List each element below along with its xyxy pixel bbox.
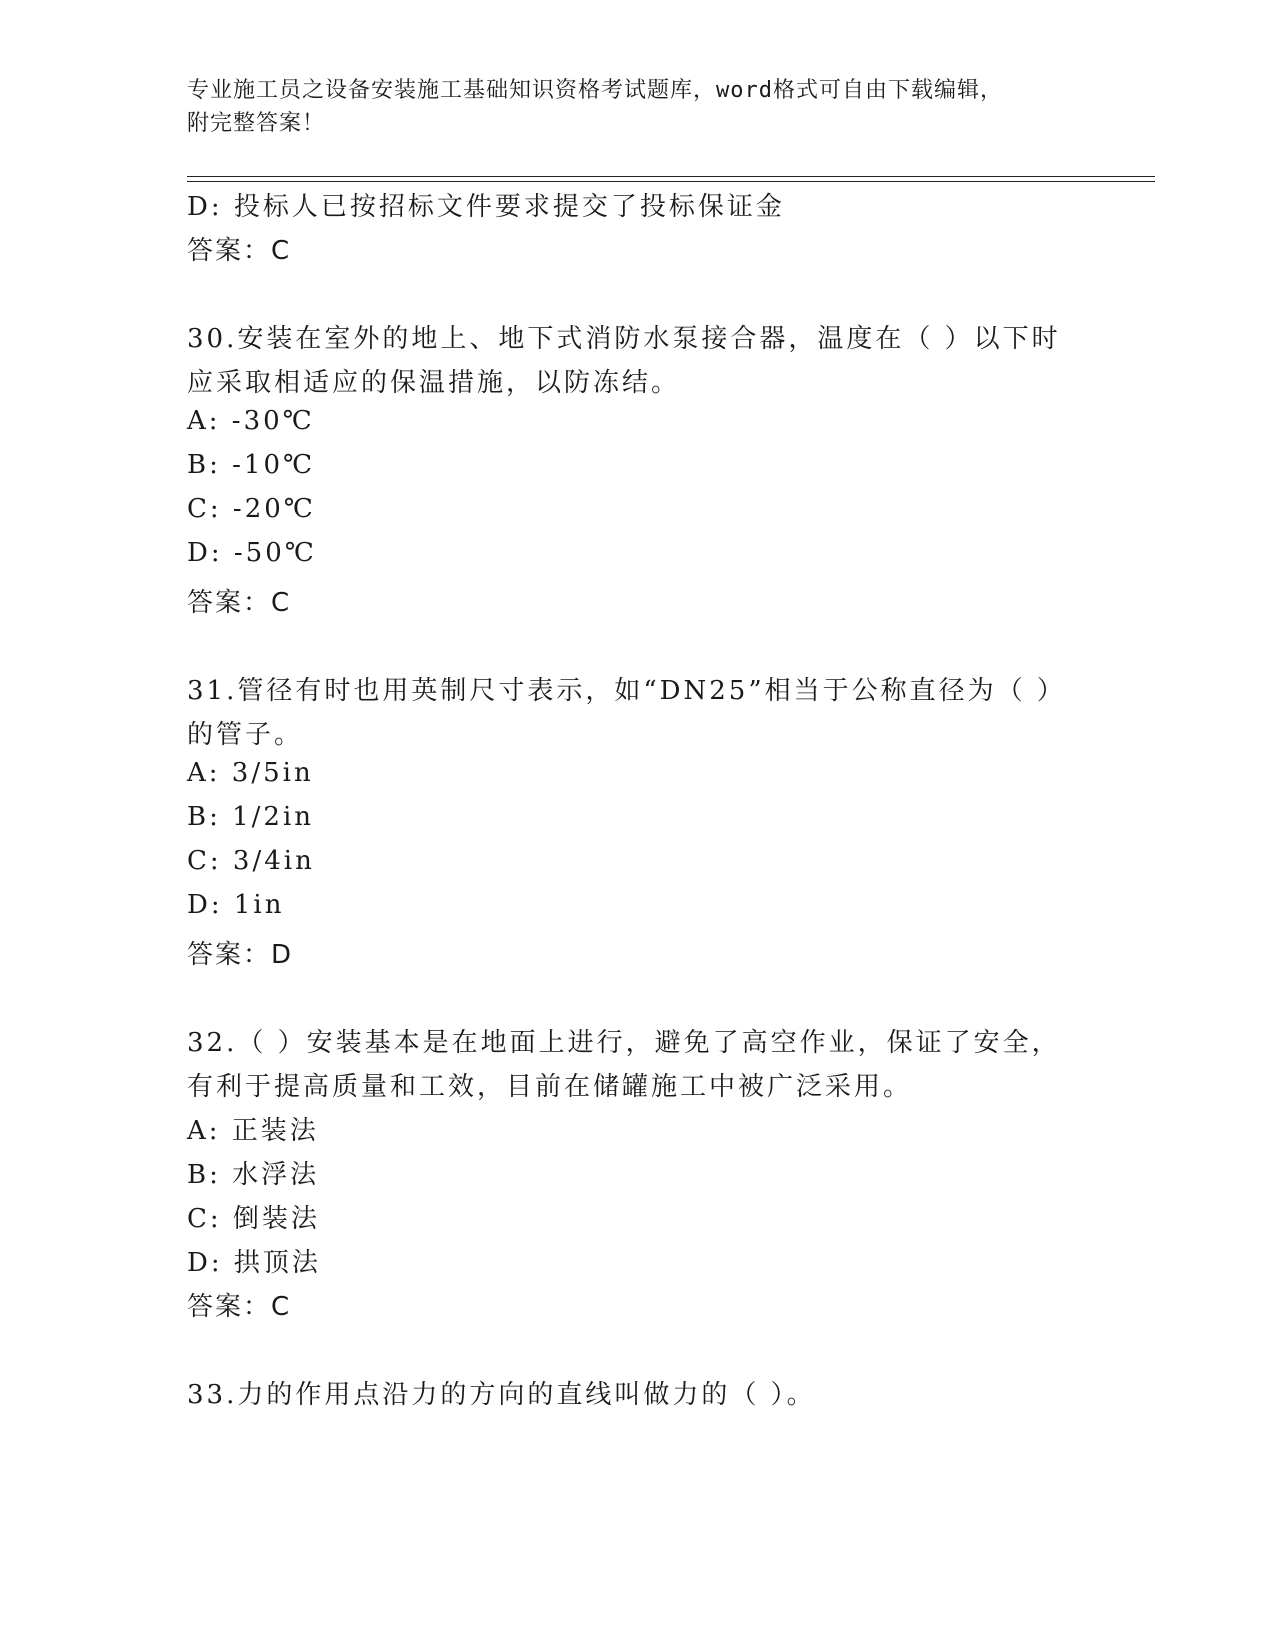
q32-stem-line-2: 有利于提高质量和工效，目前在储罐施工中被广泛采用。 (187, 1072, 913, 1102)
q32-option-c: C: 倒装法 (187, 1204, 320, 1234)
q32-answer: 答案：C (187, 1292, 292, 1322)
q32-option-b: B: 水浮法 (187, 1160, 320, 1190)
q31-answer: 答案：D (187, 940, 294, 970)
q32-stem-line-1: 32.（ ）安装基本是在地面上进行，避免了高空作业，保证了安全， (187, 1028, 1061, 1058)
q33-stem-line-1: 33.力的作用点沿力的方向的直线叫做力的（ ）。 (187, 1380, 816, 1410)
q30-option-b: B: -10℃ (187, 450, 316, 480)
header-divider-bottom (187, 181, 1155, 182)
q29-option-d: D: 投标人已按招标文件要求提交了投标保证金 (187, 192, 785, 222)
q30-stem-line-1: 30.安装在室外的地上、地下式消防水泵接合器，温度在（ ）以下时 (187, 324, 1061, 354)
q31-stem-line-2: 的管子。 (187, 720, 304, 750)
q31-option-d: D: 1in (187, 890, 285, 920)
header-divider-top (187, 176, 1155, 177)
q30-stem-line-2: 应采取相适应的保温措施，以防冻结。 (187, 368, 681, 398)
q31-option-b: B: 1/2in (187, 802, 315, 832)
q31-option-a: A: 3/5in (187, 758, 314, 788)
q32-option-a: A: 正装法 (187, 1116, 319, 1146)
q31-option-c: C: 3/4in (187, 846, 315, 876)
q29-answer: 答案：C (187, 236, 292, 266)
q30-option-a: A: -30℃ (187, 406, 315, 436)
q31-stem-line-1: 31.管径有时也用英制尺寸表示，如“DN25”相当于公称直径为（ ） (187, 676, 1066, 706)
page-header (187, 74, 1087, 140)
q30-answer: 答案：C (187, 588, 292, 618)
q32-option-d: D: 拱顶法 (187, 1248, 321, 1278)
header-line-2: 附完整答案！ (187, 111, 326, 136)
q30-option-c: C: -20℃ (187, 494, 316, 524)
header-line-1: 专业施工员之设备安装施工基础知识资格考试题库，word格式可自由下载编辑， (187, 78, 1003, 103)
q30-option-d: D: -50℃ (187, 538, 317, 568)
